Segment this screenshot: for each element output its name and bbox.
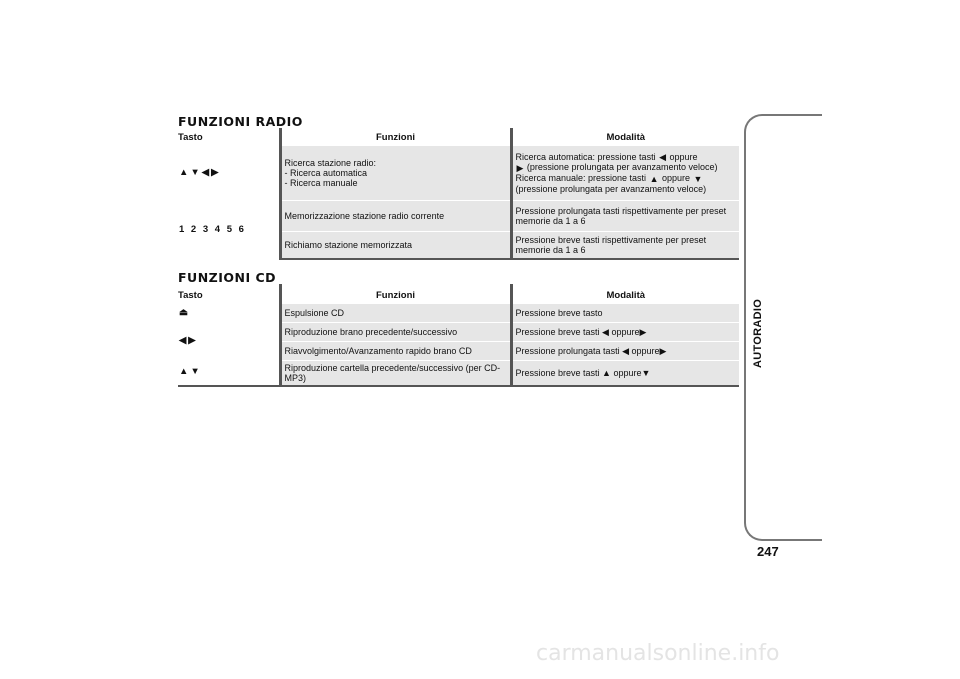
cd-folder-mode: Pressione breve tasti ▲ oppure▼ [511, 360, 739, 386]
table-row [178, 360, 739, 386]
cd-eject-mode: Pressione breve tasto [511, 304, 739, 322]
preset-recall-function: Richiamo stazione memorizzata [280, 231, 511, 259]
cd-eject-function: Espulsione CD [280, 304, 511, 322]
cd-header-mode: Modalità [511, 284, 739, 304]
cd-seek-function: Riavvolgimento/Avanzamento rapido brano CD [280, 341, 511, 360]
preset-recall-mode: Pressione breve tasti rispettivamente per preset memorie da 1 a 6 [511, 231, 739, 259]
table-row [178, 304, 739, 322]
table-row [178, 322, 739, 341]
up-arrow-icon: ▲ [649, 173, 659, 184]
table-row [178, 200, 739, 231]
cd-seek-mode: Pressione prolungata tasti ◀ oppure▶ [511, 341, 739, 360]
preset-store-function: Memorizzazione stazione radio corrente [280, 200, 511, 231]
arrow-keys-icon: ▲▼◀▶ [178, 146, 280, 200]
eject-icon: ⏏ [178, 304, 280, 322]
radio-header-key: Tasto [178, 132, 203, 143]
preset-keys: 1 2 3 4 5 6 [178, 200, 280, 259]
cd-header-functions: Funzioni [280, 284, 511, 304]
cd-section-title: FUNZIONI CD [178, 270, 277, 285]
radio-section-title: FUNZIONI RADIO [178, 114, 303, 129]
down-arrow-icon: ▼ [693, 173, 703, 184]
radio-functions-table [178, 128, 739, 260]
cd-track-mode: Pressione breve tasti ◀ oppure▶ [511, 322, 739, 341]
left-right-keys-icon: ◀▶ [178, 322, 280, 360]
radio-search-functions: Ricerca stazione radio: - Ricerca automatica - Ricerca manuale [280, 146, 511, 200]
watermark: carmanualsonline.info [536, 641, 780, 666]
table-row [178, 146, 739, 200]
page-number: 247 [757, 544, 779, 559]
cd-functions-table [178, 284, 739, 387]
radio-search-mode: Ricerca automatica: pressione tasti ◀ oppure ▶ (pressione prolungata per avanzamento veloce) Ricerca manuale: pressione tasti ▲ oppure ▼ (pressione prolungata per avanzamento veloce) [511, 146, 739, 200]
cd-header-key: Tasto [178, 290, 203, 301]
preset-store-mode: Pressione prolungata tasti rispettivamente per preset memorie da 1 a 6 [511, 200, 739, 231]
left-arrow-icon: ◀ [659, 152, 666, 163]
radio-header-functions: Funzioni [280, 128, 511, 146]
radio-header-mode: Modalità [511, 128, 739, 146]
up-down-keys-icon: ▲▼ [178, 360, 280, 386]
cd-folder-function: Riproduzione cartella precedente/successivo (per CD-MP3) [280, 360, 511, 386]
right-arrow-icon: ▶ [516, 163, 524, 174]
cd-track-function: Riproduzione brano precedente/successivo [280, 322, 511, 341]
chapter-tab-label: AUTORADIO [752, 298, 764, 368]
